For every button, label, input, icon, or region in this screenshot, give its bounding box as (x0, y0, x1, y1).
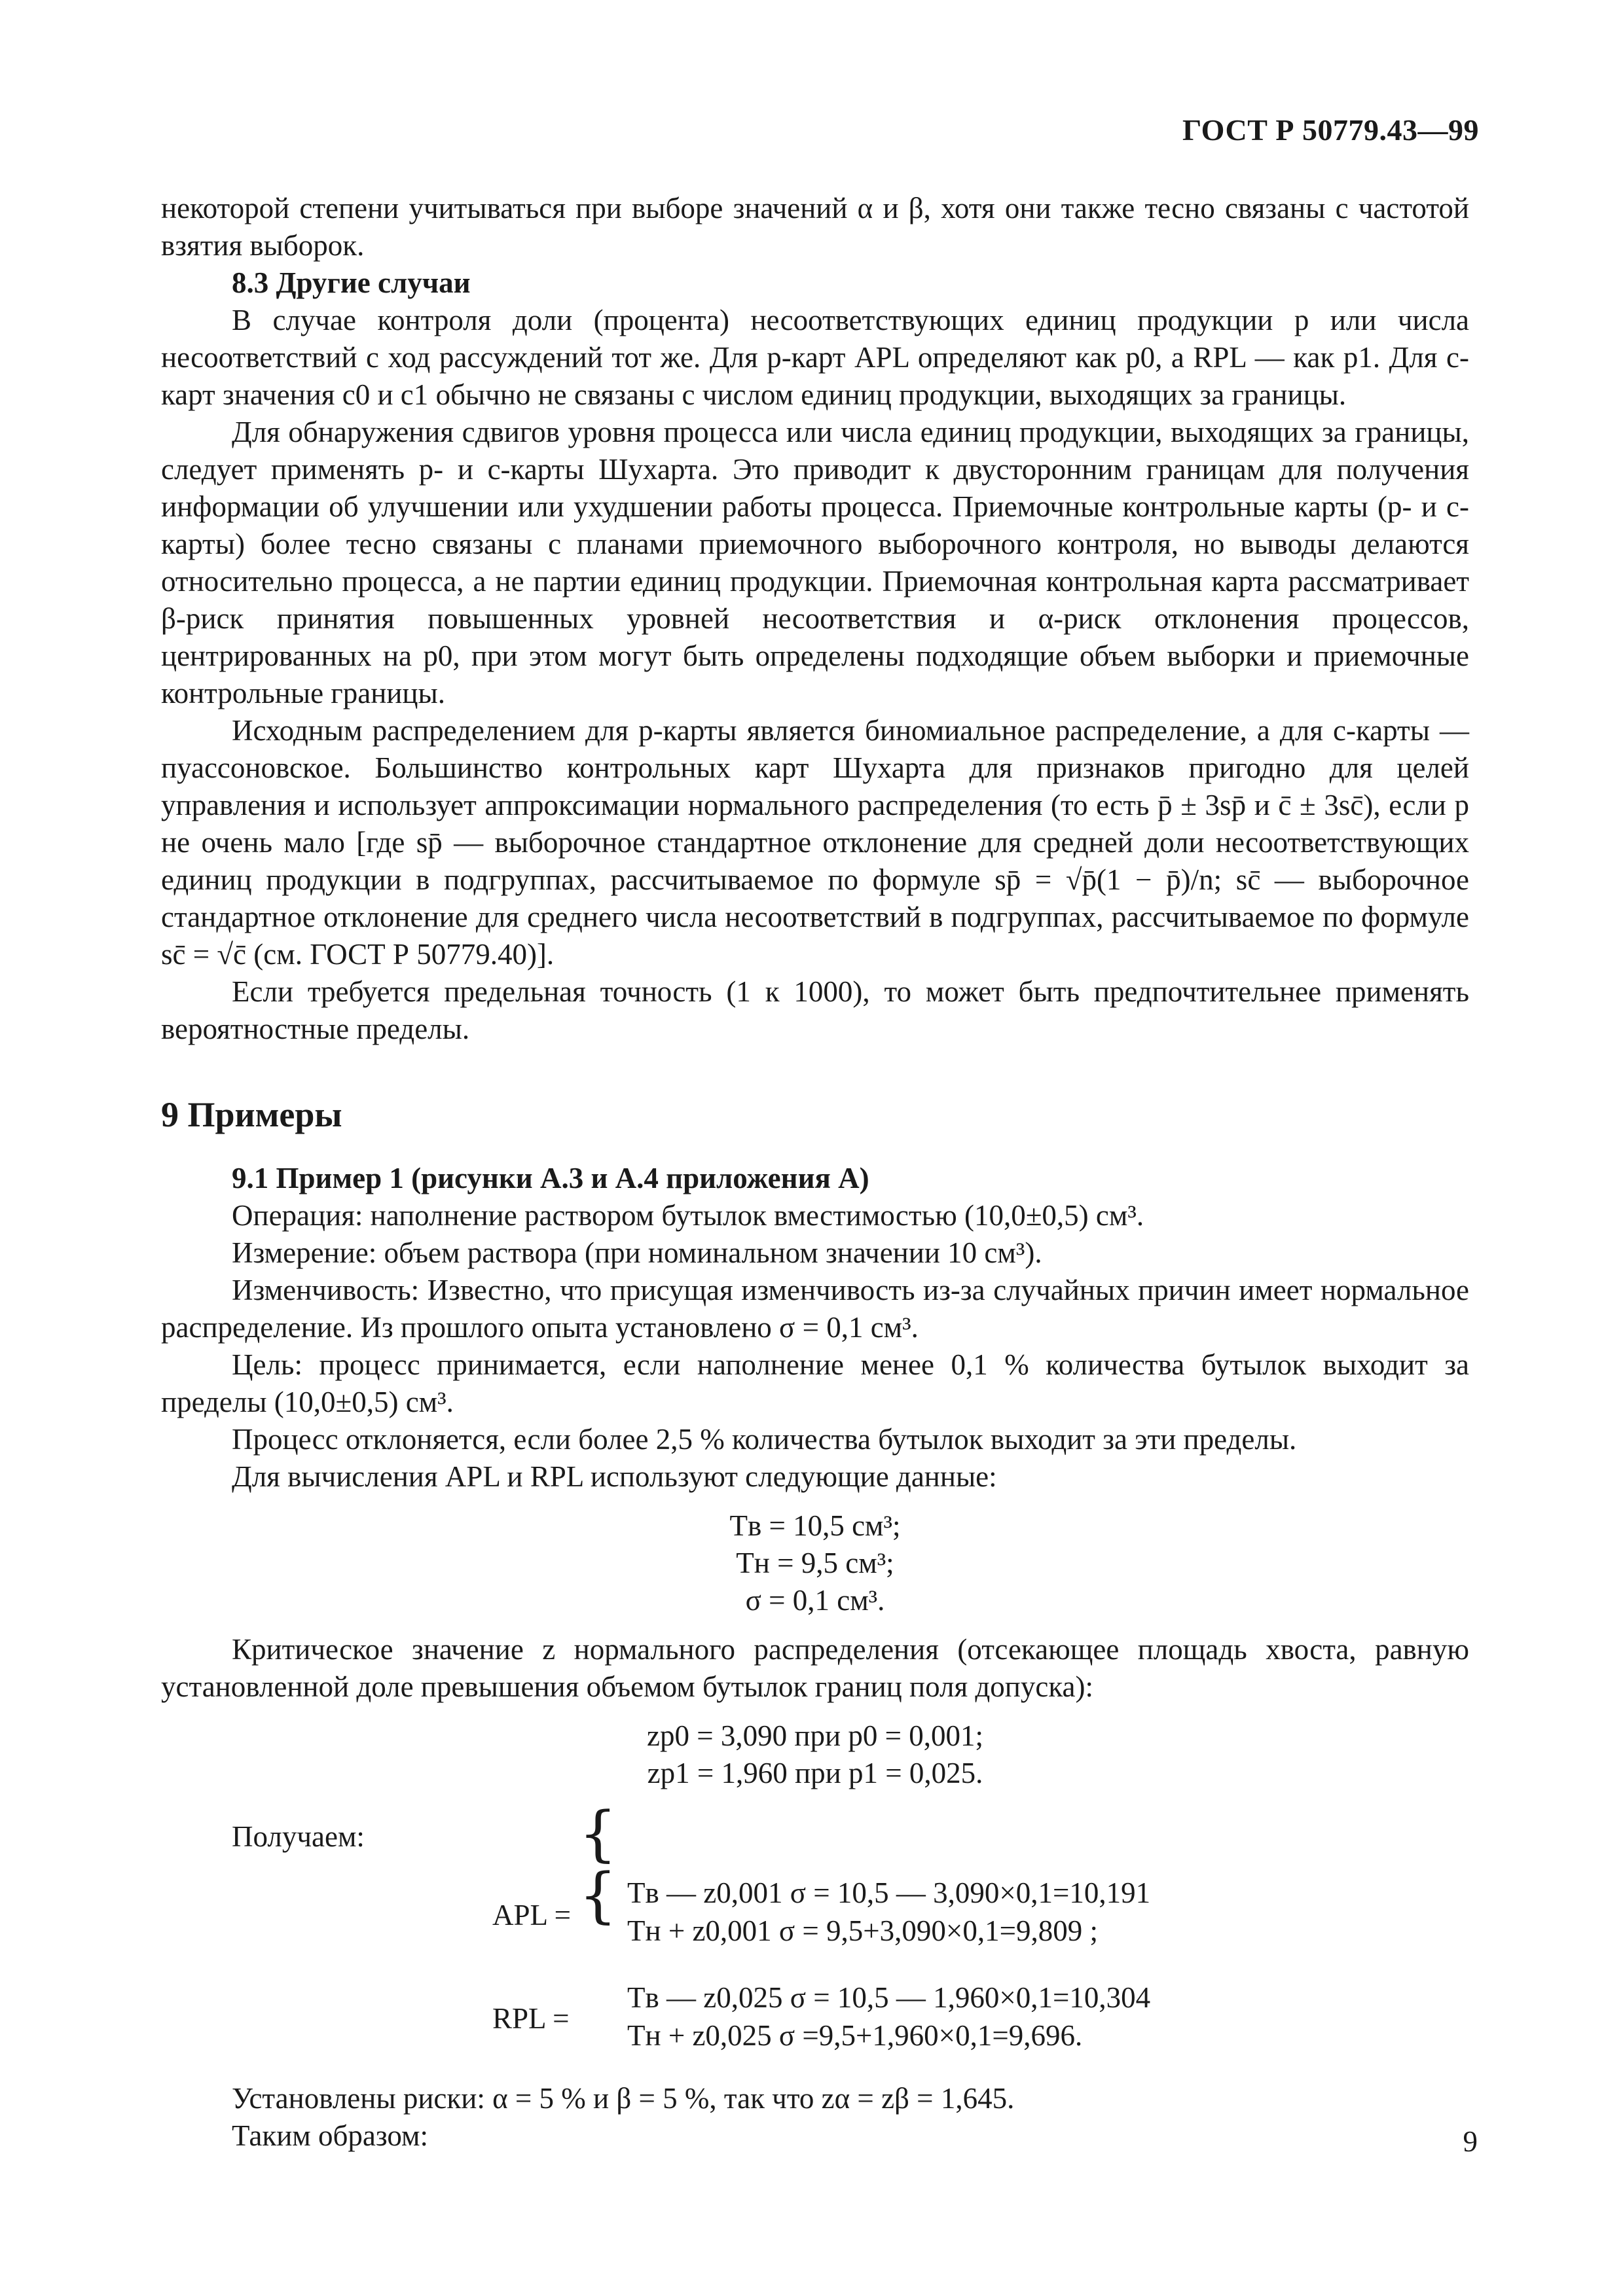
obtain-label: Получаем: (232, 1820, 365, 1853)
page-number: 9 (1463, 2125, 1478, 2158)
brace-apl: { (579, 1860, 617, 1930)
section-9-1-title: 9.1 Пример 1 (рисунки А.3 и А.4 приложения А) (232, 1162, 869, 1194)
section-9-title: 9 Примеры (161, 1095, 342, 1134)
formula-sigma: σ = 0,1 см³. (745, 1584, 885, 1617)
formula-tv: Tв = 10,5 см³; (729, 1509, 901, 1542)
formula-tn: Tн = 9,5 см³; (736, 1547, 894, 1579)
paragraph-continuation: некоторой степени учитываться при выборе значений α и β, хотя они также тесно связаны с частотой взятия выборок. (161, 192, 1469, 262)
page-body (161, 190, 1469, 2155)
example-measurement: Измерение: объем раствора (при номинальном значении 10 см³). (232, 1236, 1042, 1269)
apl-lower: Tн + z0,001 σ = 9,5+3,090×0,1=9,809 ; (627, 1914, 1098, 1947)
apl-label: APL = (492, 1899, 571, 1931)
section-8-3-title: 8.3 Другие случаи (232, 266, 471, 299)
example-critical-z: Критическое значение z нормального распределения (отсекающее площадь хвоста, равную установленной доле превышения объемом бутылок границ поля допуска): (161, 1633, 1469, 1703)
example-variability: Изменчивость: Известно, что присущая изменчивость из-за случайных причин имеет нормальное распределение. Из прошлого опыта установлено σ = 0,1 см³. (161, 1274, 1469, 1344)
rpl-upper: Tв — z0,025 σ = 10,5 — 1,960×0,1=10,304 (627, 1981, 1151, 2014)
example-risks: Установлены риски: α = 5 % и β = 5 %, так что zα = zβ = 1,645. (232, 2082, 1015, 2115)
paragraph-8-3-d: Если требуется предельная точность (1 к 1000), то может быть предпочтительнее применять вероятностные пределы. (161, 975, 1469, 1045)
example-thus: Таким образом: (232, 2119, 429, 2152)
formula-zp1: zp1 = 1,960 при p1 = 0,025. (647, 1757, 983, 1789)
paragraph-8-3-c: Исходным распределением для p-карты является биномиальное распределение, а для c-карты — пуассоновское. Большинство контрольных карт Шухарта для признаков пригодно для целей управления и использует аппроксимации нормального распределения (то есть p̄ ± 3sp̄ и c̄ ± 3sc̄), если p не очень мало [где sp̄ — выборочное стандартное отклонение для средней доли несоответствующих единиц продукции в подгруппах, рассчитываемое по формуле sp̄ = √p̄(1 − p̄)/n; sc̄ — выборочное стандартное отклонение для среднего числа несоответствий в подгруппах, рассчитываемое по формуле sc̄ = √c̄ (см. ГОСТ Р 50779.40)]. (161, 714, 1469, 971)
apl-upper: Tв — z0,001 σ = 10,5 — 3,090×0,1=10,191 (627, 1876, 1151, 1909)
paragraph-8-3-b: Для обнаружения сдвигов уровня процесса или числа единиц продукции, выходящих за границы, следует применять p- и c-карты Шухарта. Это приводит к двусторонним границам для получения информации об улучшении или ухудшении работы процесса. Приемочные контрольные карты (p- и c-карты) более тесно связаны с планами приемочного выборочного контроля, но выводы делаются относительно процесса, а не партии единиц продукции. Приемочная контрольная карта рассматривает β-риск принятия повышенных уровней несоответствия и α-риск отклонения процессов, центрированных на p0, при этом могут быть определены подходящие объем выборки и приемочные контрольные границы. (161, 416, 1469, 709)
rpl-label: RPL = (492, 2002, 570, 2035)
apl-rpl-calculation (161, 1799, 1469, 2119)
formula-block-limits (161, 1507, 1469, 1619)
paragraph-8-3-a: В случае контроля доли (процента) несоответствующих единиц продукции p или числа несоответствий c ход рассуждений тот же. Для p-карт APL определяют как p0, а RPL — как p1. Для c-карт значения c0 и c1 обычно не связаны с числом единиц продукции, выходящих за границы. (161, 304, 1469, 411)
example-data-intro: Для вычисления APL и RPL используют следующие данные: (232, 1460, 997, 1493)
rpl-lower: Tн + z0,025 σ =9,5+1,960×0,1=9,696. (627, 2019, 1083, 2052)
formula-zp0: zp0 = 3,090 при p0 = 0,001; (647, 1719, 983, 1752)
example-goal: Цель: процесс принимается, если наполнение менее 0,1 % количества бутылок выходит за пределы (10,0±0,5) см³. (161, 1348, 1469, 1418)
formula-block-z (161, 1717, 1469, 1792)
example-operation: Операция: наполнение раствором бутылок вместимостью (10,0±0,5) см³. (232, 1199, 1144, 1232)
example-reject: Процесс отклоняется, если более 2,5 % количества бутылок выходит за эти пределы. (232, 1423, 1297, 1456)
standard-code-header: ГОСТ Р 50779.43—99 (1182, 113, 1479, 147)
brace-top: { (579, 1799, 617, 1869)
